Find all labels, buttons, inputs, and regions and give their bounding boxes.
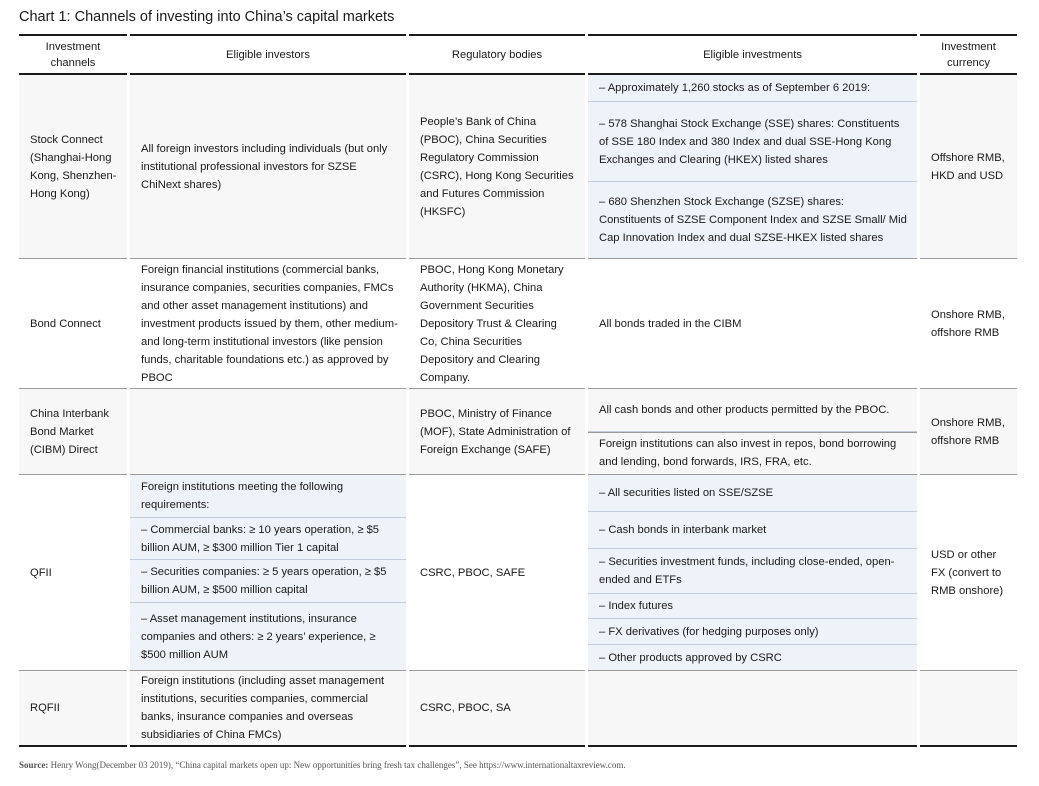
source-text: Henry Wong(December 03 2019), “China capital markets open up: New opportunities bring fresh tax challenges”, See https://www.internationaltaxreview.com. xyxy=(50,760,626,770)
source-label: Source: xyxy=(19,760,49,770)
investment-item: – 578 Shanghai Stock Exchange (SSE) shares: Constituents of SSE 180 Index and 380 Index and dual SSE-Hong Kong Exchanges and Clearing (HKEX) listed shares xyxy=(588,102,917,182)
investment-item: Foreign institutions can also invest in repos, bond borrowing and lending, bond forwards, IRS, FRA, etc. xyxy=(588,432,917,475)
investment-item: – FX derivatives (for hedging purposes only) xyxy=(588,619,917,645)
header-investment-channels: Investment channels xyxy=(19,34,127,75)
rqfii-currency xyxy=(920,671,1017,747)
header-investment-currency: Investment currency xyxy=(920,34,1017,75)
qfii-investors xyxy=(130,475,406,671)
source-note xyxy=(19,760,626,770)
stock-connect-investors: All foreign investors including individuals (but only institutional professional investors for SZSE ChiNext shares) xyxy=(130,75,406,259)
bond-connect-investors: Foreign financial institutions (commercial banks, insurance companies, securities companies, FMCs and other asset management institutions) and investment products issued by them, other medium- and long-term institutional investors (like pension funds, charitable foundations etc.) as approved by PBOC xyxy=(130,259,406,389)
investor-item: Foreign institutions meeting the following requirements: xyxy=(130,475,406,518)
investor-item: – Asset management institutions, insurance companies and others: ≥ 2 years’ experience, ≥ $500 million AUM xyxy=(130,603,406,670)
stock-connect-regulators: People’s Bank of China (PBOC), China Securities Regulatory Commission (CSRC), Hong Kong Securities and Futures Commission (HKSFC) xyxy=(409,75,585,259)
cibm-direct-currency: Onshore RMB, offshore RMB xyxy=(920,389,1017,475)
chart-title: Chart 1: Channels of investing into China’s capital markets xyxy=(19,9,395,25)
investment-item: – Cash bonds in interbank market xyxy=(588,512,917,549)
bond-connect-currency: Onshore RMB, offshore RMB xyxy=(920,259,1017,389)
investment-item: – 680 Shenzhen Stock Exchange (SZSE) shares: Constituents of SZSE Component Index and SZSE Small/ Mid Cap Innovation Index and dual SZSE-HKEX listed shares xyxy=(588,182,917,258)
bond-connect-regulators: PBOC, Hong Kong Monetary Authority (HKMA), China Government Securities Depository Trust & Clearing Co, China Securities Depository and Clearing Company. xyxy=(409,259,585,389)
rqfii-regulators: CSRC, PBOC, SA xyxy=(409,671,585,747)
rqfii-investors: Foreign institutions (including asset management institutions, securities companies, commercial banks, insurance companies and overseas subsidiaries of China FMCs) xyxy=(130,671,406,747)
cibm-direct-regulators: PBOC, Ministry of Finance (MOF), State Administration of Foreign Exchange (SAFE) xyxy=(409,389,585,475)
stock-connect-investments xyxy=(588,75,917,259)
investment-item: – Index futures xyxy=(588,594,917,620)
qfii-currency: USD or other FX (convert to RMB onshore) xyxy=(920,475,1017,671)
investment-item: – Approximately 1,260 stocks as of September 6 2019: xyxy=(588,75,917,102)
qfii-investments xyxy=(588,475,917,671)
rqfii-channel: RQFII xyxy=(19,671,127,747)
bond-connect-investments: All bonds traded in the CIBM xyxy=(588,259,917,389)
qfii-channel: QFII xyxy=(19,475,127,671)
rqfii-investments xyxy=(588,671,917,747)
investment-item: – Other products approved by CSRC xyxy=(588,645,917,670)
investment-item: – Securities investment funds, including close-ended, open-ended and ETFs xyxy=(588,549,917,594)
header-eligible-investors: Eligible investors xyxy=(130,34,406,75)
investment-item: – All securities listed on SSE/SZSE xyxy=(588,475,917,512)
cibm-direct-investments xyxy=(588,389,917,475)
header-regulatory-bodies: Regulatory bodies xyxy=(409,34,585,75)
stock-connect-channel: Stock Connect (Shanghai-Hong Kong, Shenzhen-Hong Kong) xyxy=(19,75,127,259)
bond-connect-channel: Bond Connect xyxy=(19,259,127,389)
investment-item: All cash bonds and other products permitted by the PBOC. xyxy=(588,389,917,432)
qfii-regulators: CSRC, PBOC, SAFE xyxy=(409,475,585,671)
investor-item: – Commercial banks: ≥ 10 years operation, ≥ $5 billion AUM, ≥ $300 million Tier 1 capital xyxy=(130,518,406,561)
header-eligible-investments: Eligible investments xyxy=(588,34,917,75)
channels-table xyxy=(19,34,1011,750)
cibm-direct-investors xyxy=(130,389,406,475)
investor-item: – Securities companies: ≥ 5 years operation, ≥ $5 billion AUM, ≥ $500 million capital xyxy=(130,560,406,603)
cibm-direct-channel: China Interbank Bond Market (CIBM) Direct xyxy=(19,389,127,475)
stock-connect-currency: Offshore RMB, HKD and USD xyxy=(920,75,1017,259)
